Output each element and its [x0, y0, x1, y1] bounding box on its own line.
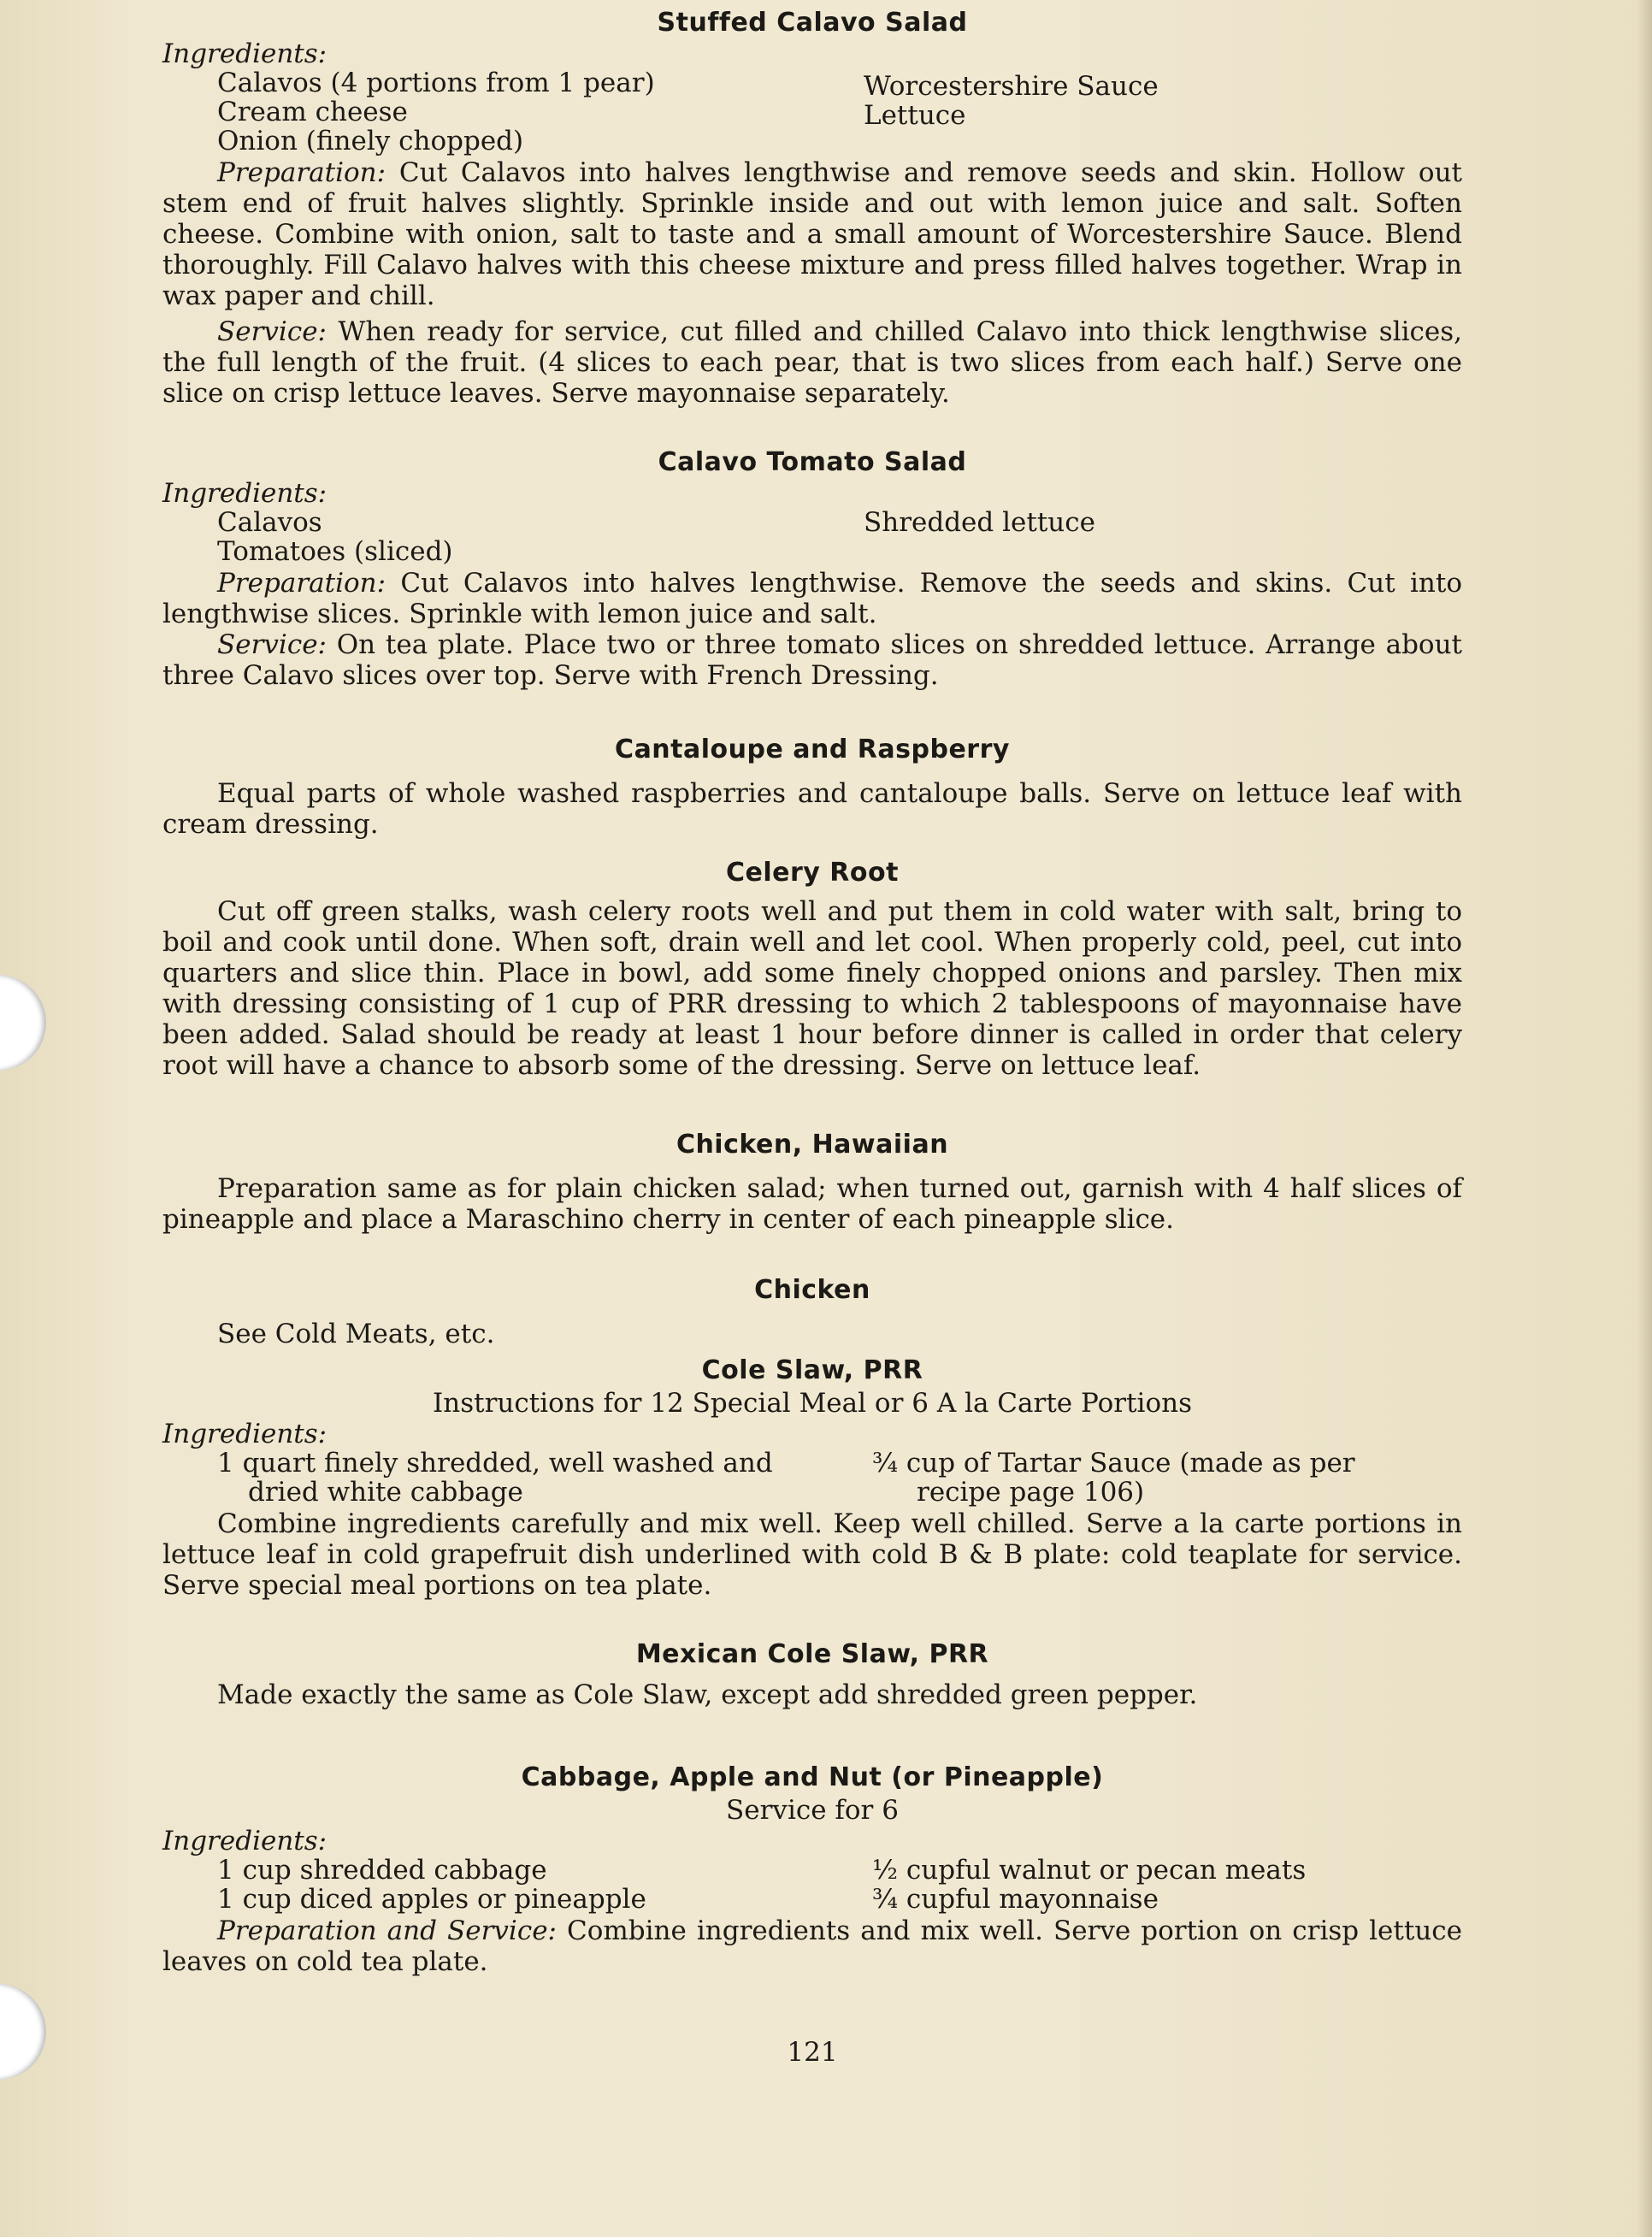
recipe-title: Celery Root — [726, 858, 899, 888]
recipe-title: Cabbage, Apple and Nut (or Pineapple) — [521, 1762, 1104, 1792]
ingredient: ½ cupful walnut or pecan meats — [872, 1855, 1307, 1886]
recipe-text: Equal parts of whole washed raspberries and cantaloupe balls. Serve on lettuce leaf with cream dressing. — [162, 778, 1462, 840]
ingredients-label: Ingredients: — [162, 38, 327, 69]
ingredient: Lettuce — [864, 100, 966, 131]
recipe-mexican-cole-slaw — [162, 1638, 1462, 1710]
preparation-text: Preparation: Cut Calavos into halves lengthwise and remove seeds and skin. Hollow out stem end of fruit halves slightly. Sprinkle inside and out with lemon juice and salt. Soften cheese. Combine with onion, salt to taste and a small amount of Worcestershire Sauce. Blend thoroughly. Fill Calavo halves with this cheese mixture and press filled halves together. Wrap in wax paper and chill. — [162, 157, 1462, 311]
recipe-title: Calavo Tomato Salad — [658, 447, 967, 477]
ingredient: ¾ cup of Tartar Sauce (made as per — [872, 1448, 1355, 1479]
ingredient: 1 quart finely shredded, well washed and — [217, 1448, 773, 1479]
recipe-text: Combine ingredients carefully and mix well. Keep well chilled. Serve a la carte portions in lettuce leaf in cold grapefruit dish underlined with cold B & B plate: cold teaplate for service. Serve special meal portions on tea plate. — [162, 1508, 1462, 1601]
ingredient: 1 cup shredded cabbage — [217, 1855, 547, 1886]
ingredients-label: Ingredients: — [162, 1419, 327, 1449]
recipe-title: Mexican Cole Slaw, PRR — [635, 1639, 989, 1669]
ingredients-label: Ingredients: — [162, 478, 327, 509]
recipe-cabbage-apple-nut — [162, 1762, 1462, 1977]
ingredient: Shredded lettuce — [864, 507, 1095, 538]
recipe-text: Cut off green stalks, wash celery roots well and put them in cold water with salt, bring to boil and cook until done. When soft, drain well and let cool. When properly cold, peel, cut into quarters and slice thin. Place in bowl, add some finely chopped onions and parsley. Then mix with dressing consisting of 1 cup of PRR dressing to which 2 tablespoons of mayonnaise have been added. Salad should be ready at least 1 hour before dinner is called in order that celery root will have a chance to absorb some of the dressing. Serve on lettuce leaf. — [162, 896, 1462, 1081]
ingredient: Onion (finely chopped) — [217, 126, 524, 156]
recipe-text: Preparation same as for plain chicken salad; when turned out, garnish with 4 half slices of pineapple and place a Maraschino cherry in center of each pineapple slice. — [162, 1173, 1462, 1235]
ingredients-list — [162, 508, 1462, 568]
recipe-cantaloupe-raspberry — [162, 734, 1462, 840]
recipe-text: See Cold Meats, etc. — [217, 1319, 495, 1349]
ingredient: Cream cheese — [217, 97, 408, 127]
page-edge-shadow — [1637, 0, 1652, 2237]
binder-hole-lower — [0, 1984, 46, 2080]
recipe-subtitle: Service for 6 — [726, 1795, 899, 1826]
ingredients-label: Ingredients: — [162, 1826, 327, 1856]
preparation-label: Preparation: — [217, 568, 386, 599]
recipe-calavo-tomato-salad — [162, 446, 1462, 691]
ingredient: Calavos — [217, 507, 322, 538]
recipe-chicken — [162, 1274, 1462, 1349]
ingredient: Tomatoes (sliced) — [217, 536, 453, 567]
ingredient: Worcestershire Sauce — [864, 71, 1159, 102]
ingredient: 1 cup diced apples or pineapple — [217, 1884, 646, 1915]
ingredient-continued: recipe page 106) — [917, 1477, 1145, 1508]
ingredient: ¾ cupful mayonnaise — [872, 1884, 1159, 1915]
ingredients-list — [162, 1856, 1462, 1915]
recipe-stuffed-calavo-salad — [162, 7, 1462, 409]
recipe-celery-root — [162, 857, 1462, 1081]
ingredients-list — [162, 68, 1462, 157]
recipe-title: Cole Slaw, PRR — [701, 1355, 923, 1385]
recipe-chicken-hawaiian — [162, 1129, 1462, 1235]
preparation-text: Preparation and Service: Combine ingredients and mix well. Serve portion on crisp lettuce leaves on cold tea plate. — [162, 1915, 1462, 1977]
recipe-cole-slaw-prr — [162, 1355, 1462, 1601]
binder-hole-upper — [0, 975, 46, 1071]
preparation-label: Preparation and Service: — [217, 1915, 557, 1946]
recipe-subtitle: Instructions for 12 Special Meal or 6 A la Carte Portions — [433, 1388, 1192, 1419]
preparation-label: Preparation: — [217, 157, 386, 188]
service-text: Service: When ready for service, cut filled and chilled Calavo into thick lengthwise slices, the full length of the fruit. (4 slices to each pear, that is two slices from each half.) Serve one slice on crisp lettuce leaves. Serve mayonnaise separately. — [162, 316, 1463, 409]
preparation-text: Preparation: Cut Calavos into halves lengthwise. Remove the seeds and skins. Cut into lengthwise slices. Sprinkle with lemon juice and salt. — [162, 568, 1462, 629]
recipe-title: Stuffed Calavo Salad — [657, 8, 968, 38]
recipe-title: Cantaloupe and Raspberry — [615, 735, 1010, 764]
ingredient: Calavos (4 portions from 1 pear) — [217, 68, 655, 98]
page-number: 121 — [787, 2037, 838, 2068]
service-label: Service: — [217, 316, 327, 347]
ingredient-continued: dried white cabbage — [248, 1477, 523, 1508]
recipe-title: Chicken — [754, 1275, 870, 1305]
recipe-title: Chicken, Hawaiian — [676, 1130, 949, 1160]
service-label: Service: — [217, 629, 327, 660]
recipe-text: Made exactly the same as Cole Slaw, except add shredded green pepper. — [217, 1679, 1198, 1710]
ingredients-list — [162, 1449, 1462, 1508]
service-text: Service: On tea plate. Place two or three tomato slices on shredded lettuce. Arrange about three Calavo slices over top. Serve with French Dressing. — [162, 629, 1462, 691]
